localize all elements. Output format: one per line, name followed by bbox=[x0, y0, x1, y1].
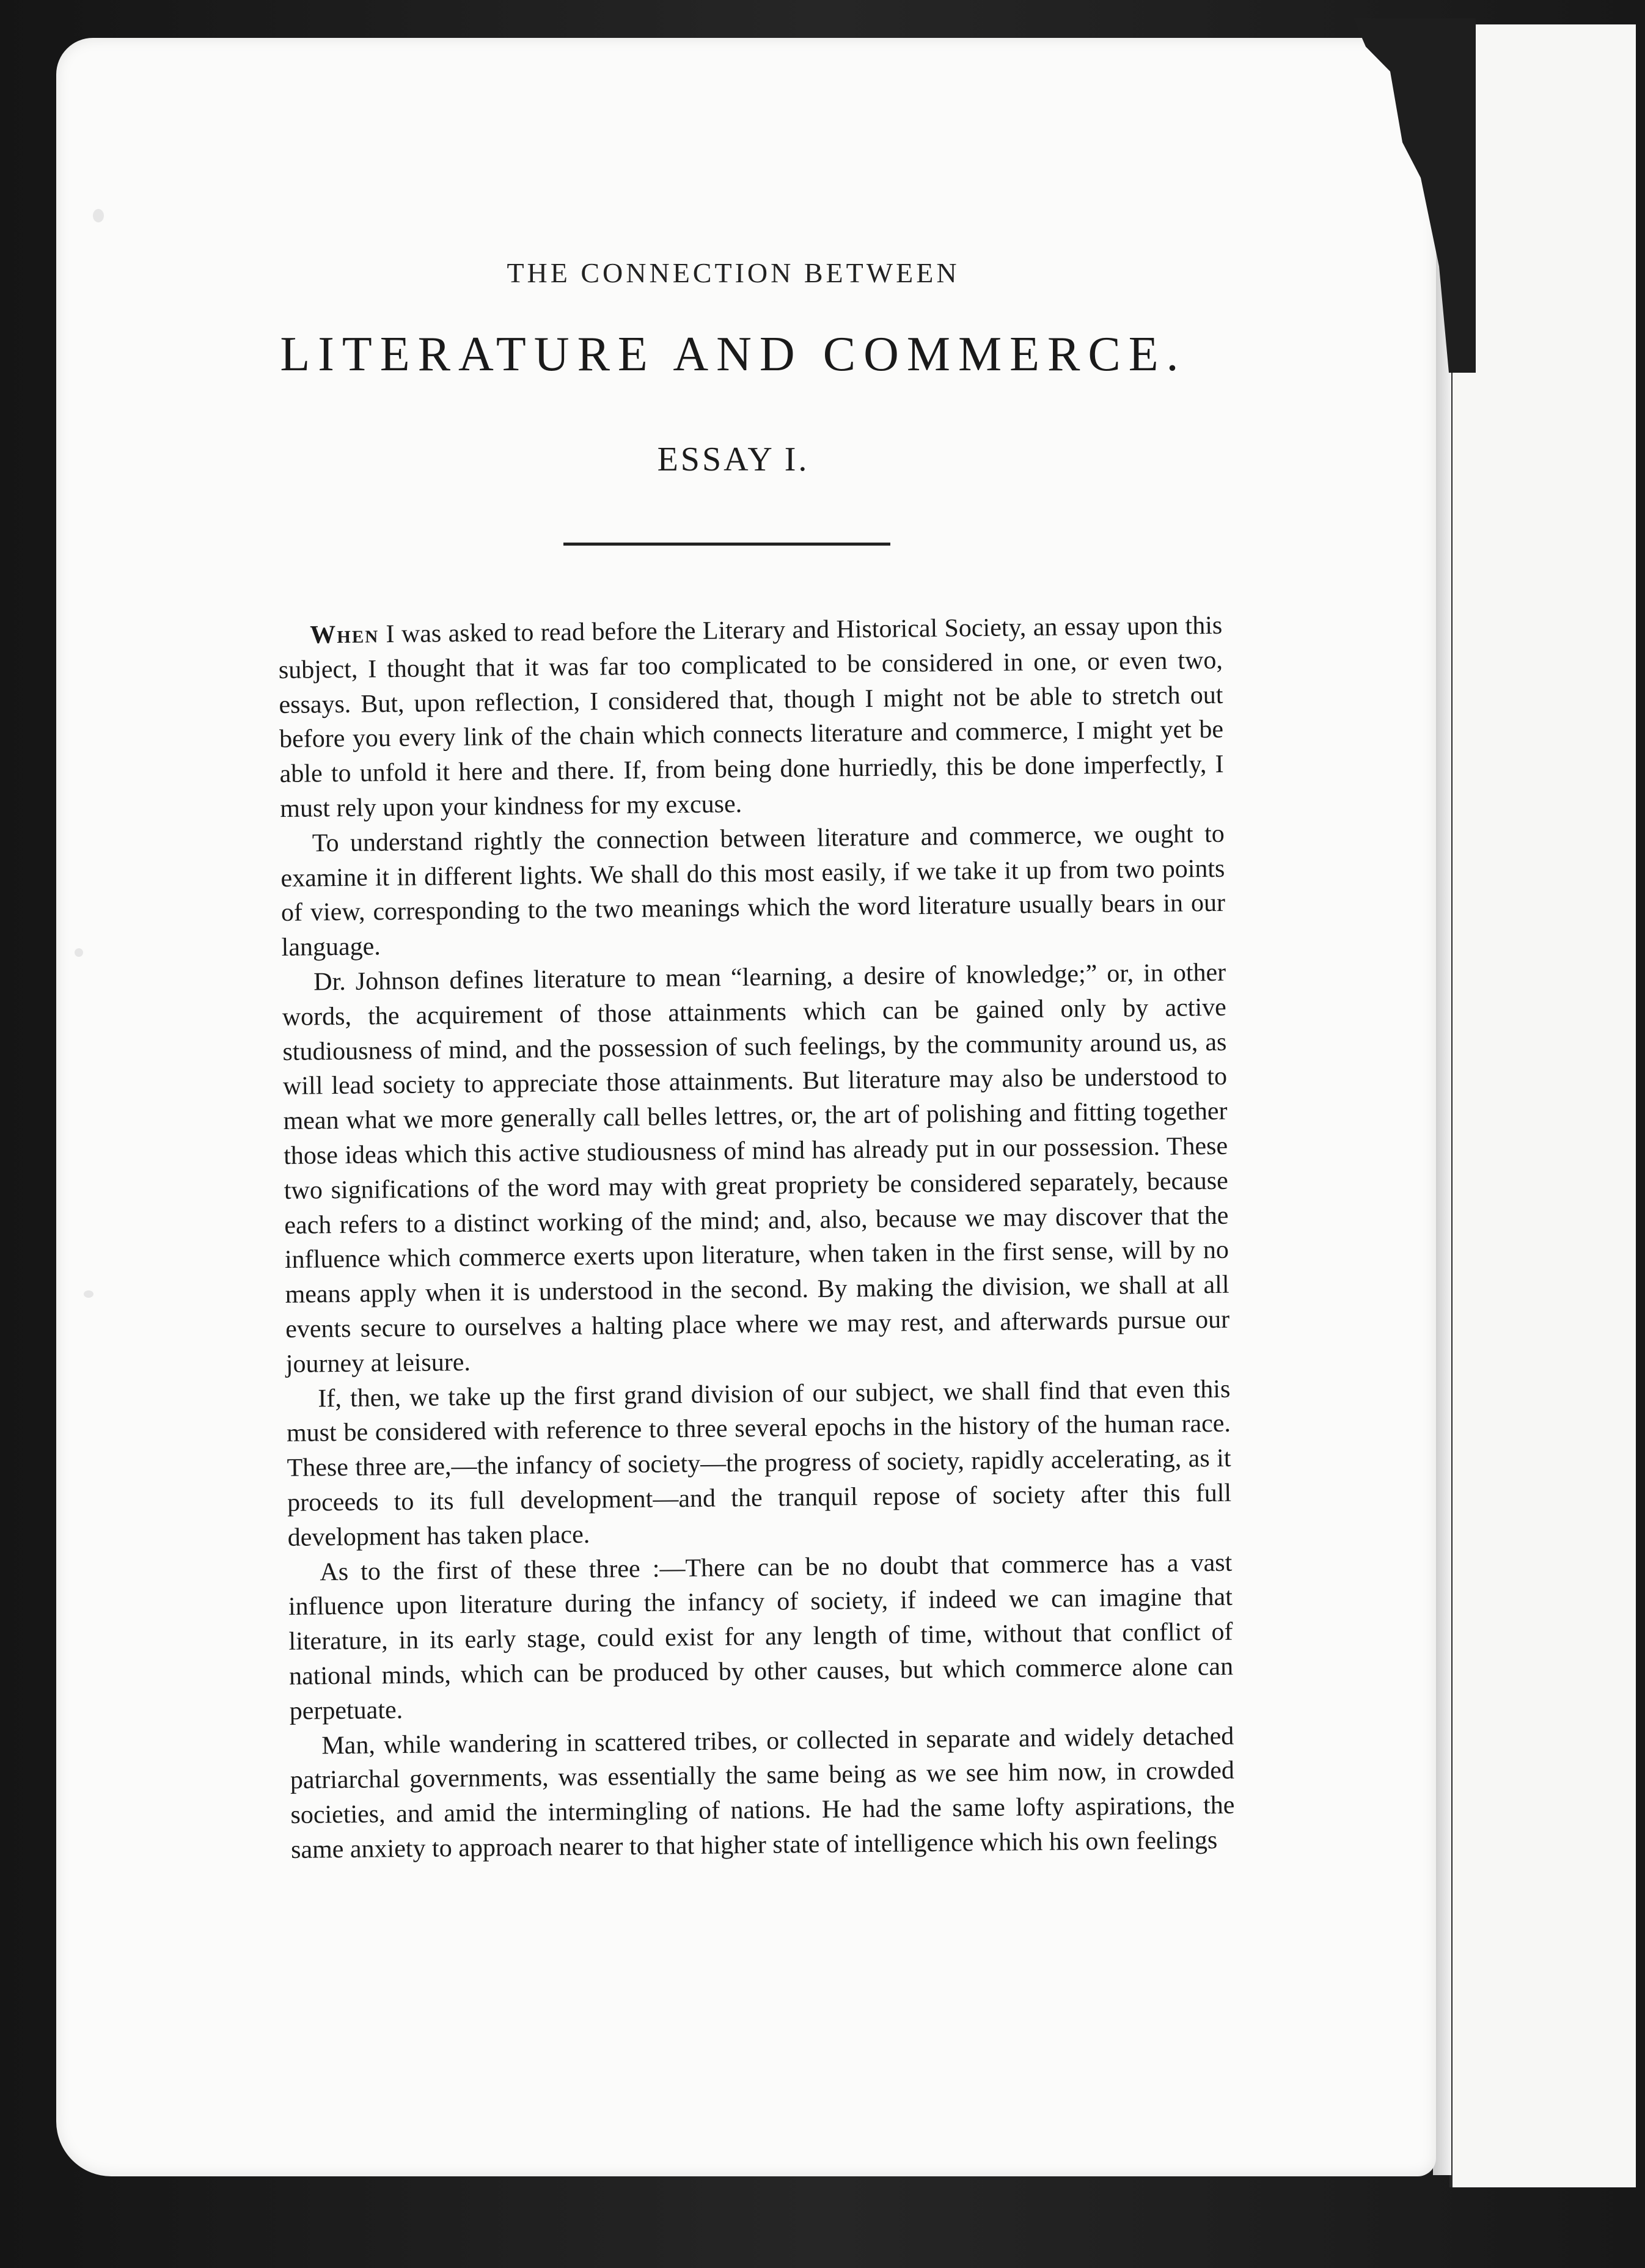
paragraph-3: Dr. Johnson defines literature to mean “learning, a desire of knowledge;” or, in other words, the acquirement of those attainments which can be gained only by active studiousness of mind, and the possession of such feelings, by the community around us, as will lead society to appreciate those attainments. But literature may also be understood to mean what we more generally call belles lettres, or, the art of polishing and fitting together those ideas which this active studiousness of mind has already put in our possession. These two significations of the word may with great propriety be considered separately, because each refers to a distinct working of the mind; and, also, because we may discover that the influence which commerce exerts upon literature, when taken in the first sense, will by no means apply when it is understood in the second. By making the division, we shall at all events secure to ourselves a halting place where we may rest, and afterwards pursue our journey at leisure. bbox=[282, 958, 1230, 1378]
paragraph-2: To understand rightly the connection between literature and commerce, we ought to examine it in different lights. We shall do this most easily, if we take it up from two points of view, corresponding to the two meanings which the word literature usually bears in our language. bbox=[280, 819, 1226, 962]
paragraph-5: As to the first of these three :—There can be no doubt that commerce has a vast influence upon literature during the infancy of society, if indeed we can imagine that literature, in its early stage, could exist for any length of time, without that conflict of national minds, which can be produced by other causes, but which commerce alone can perpetuate. bbox=[288, 1548, 1234, 1725]
paper-speck bbox=[75, 948, 83, 957]
essay-number: ESSAY I. bbox=[657, 441, 810, 478]
paragraph-4: If, then, we take up the first grand division of our subject, we shall find that even this must be considered with reference to three several epochs in the history of the human race. These three are,—the infancy of society—the progress of society, rapidly accelerating, as it proceeds to its full development—and the tranquil repose of society after this full development has taken place. bbox=[286, 1375, 1232, 1552]
paragraph-1 bbox=[278, 609, 1224, 827]
opening-word: When bbox=[310, 620, 379, 649]
essay-body bbox=[278, 609, 1235, 1868]
paper-speck bbox=[93, 209, 104, 222]
paper-speck bbox=[84, 1290, 93, 1298]
paragraph-1-text: I was asked to read before the Literary and Historical Society, an essay upon this subject, I thought that it was far too complicated to be considered in one, or even two, essays. But, upon reflection, I considered that, though I might not be able to stretch out before you every link of the chain which connects literature and commerce, I might yet be able to unfold it here and there. If, from being done hurriedly, this be done imperfectly, I must rely upon your kindness for my excuse. bbox=[278, 611, 1224, 823]
paragraph-6: Man, while wandering in scattered tribes, or collected in separate and widely detached patriarchal governments, was essentially the same being as we see him now, in crowded societies, and amid the intermingling of nations. He had the same lofty aspirations, the same anxiety to approach nearer to that higher state of intelligence which his own feelings bbox=[290, 1722, 1235, 1864]
heading-large: LITERATURE AND COMMERCE. bbox=[280, 327, 1187, 381]
adjacent-page bbox=[1449, 24, 1636, 2187]
title-rule bbox=[563, 543, 890, 546]
heading-small: THE CONNECTION BETWEEN bbox=[507, 257, 960, 288]
